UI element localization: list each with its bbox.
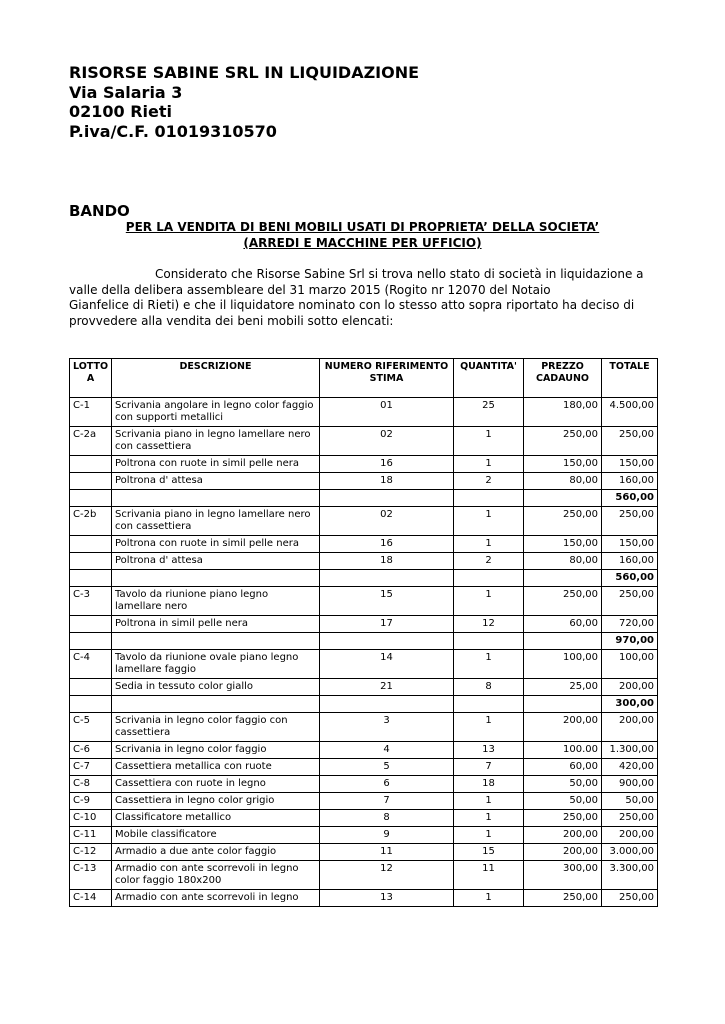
cell-quantita: 8 (454, 679, 524, 696)
cell-quantita: 11 (454, 861, 524, 890)
cell-totale: 720,00 (602, 616, 658, 633)
table-row (70, 398, 658, 427)
intro-line-2-left: valle della delibera assembleare del 31 marzo 2015 (69, 282, 381, 297)
header-numero: NUMERO RIFERIMENTO STIMA (320, 359, 454, 398)
cell-descrizione: Tavolo da riunione ovale piano legno lamellare faggio (112, 650, 320, 679)
cell-numero (320, 633, 454, 650)
cell-lotto: C-3 (70, 587, 112, 616)
table-row (70, 844, 658, 861)
cell-prezzo: 150,00 (524, 456, 602, 473)
cell-quantita: 2 (454, 553, 524, 570)
cell-lotto: C-1 (70, 398, 112, 427)
cell-totale: 200,00 (602, 713, 658, 742)
cell-prezzo: 250,00 (524, 890, 602, 907)
subtotal-row (70, 633, 658, 650)
intro-paragraph (69, 267, 656, 329)
table-row (70, 536, 658, 553)
cell-descrizione: Cassettiera con ruote in legno (112, 776, 320, 793)
cell-totale: 1.300,00 (602, 742, 658, 759)
cell-numero: 6 (320, 776, 454, 793)
cell-numero: 02 (320, 507, 454, 536)
cell-lotto (70, 696, 112, 713)
cell-descrizione (112, 570, 320, 587)
cell-totale: 250,00 (602, 427, 658, 456)
cell-quantita (454, 490, 524, 507)
table-row (70, 793, 658, 810)
cell-numero: 14 (320, 650, 454, 679)
header-prezzo: PREZZO CADAUNO (524, 359, 602, 398)
cell-lotto (70, 616, 112, 633)
cell-quantita: 1 (454, 536, 524, 553)
intro-line-1: Considerato che Risorse Sabine Srl si trova nello stato di società in liquidazione a (155, 267, 644, 281)
company-header (69, 63, 419, 141)
cell-quantita: 2 (454, 473, 524, 490)
cell-quantita: 15 (454, 844, 524, 861)
cell-prezzo: 100.00 (524, 742, 602, 759)
cell-lotto (70, 553, 112, 570)
table-row (70, 427, 658, 456)
cell-descrizione: Classificatore metallico (112, 810, 320, 827)
cell-numero: 8 (320, 810, 454, 827)
cell-descrizione: Cassettiera in legno color grigio (112, 793, 320, 810)
company-city: 02100 Rieti (69, 102, 173, 121)
table-row (70, 473, 658, 490)
subtotal-row (70, 696, 658, 713)
cell-totale: 160,00 (602, 553, 658, 570)
cell-totale: 560,00 (602, 570, 658, 587)
intro-line-4: provvedere alla vendita dei beni mobili sotto elencati: (69, 313, 394, 328)
cell-numero: 13 (320, 890, 454, 907)
cell-lotto: C-10 (70, 810, 112, 827)
cell-totale: 300,00 (602, 696, 658, 713)
cell-prezzo: 200,00 (524, 713, 602, 742)
cell-lotto: C-11 (70, 827, 112, 844)
cell-prezzo: 60,00 (524, 616, 602, 633)
cell-lotto (70, 490, 112, 507)
cell-totale: 150,00 (602, 456, 658, 473)
cell-descrizione: Poltrona con ruote in simil pelle nera (112, 456, 320, 473)
table-row (70, 650, 658, 679)
cell-totale: 3.300,00 (602, 861, 658, 890)
header-quantita: QUANTITA' (454, 359, 524, 398)
cell-descrizione: Scrivania in legno color faggio con cassettiera (112, 713, 320, 742)
cell-lotto: C-5 (70, 713, 112, 742)
cell-descrizione: Armadio con ante scorrevoli in legno color faggio 180x200 (112, 861, 320, 890)
cell-prezzo: 50,00 (524, 793, 602, 810)
cell-numero: 16 (320, 456, 454, 473)
cell-quantita: 1 (454, 810, 524, 827)
cell-descrizione: Cassettiera metallica con ruote (112, 759, 320, 776)
cell-totale: 970,00 (602, 633, 658, 650)
cell-lotto: C-9 (70, 793, 112, 810)
table-row (70, 890, 658, 907)
intro-line-2-right: (Rogito nr 12070 del Notaio (384, 282, 551, 297)
cell-descrizione: Scrivania piano in legno lamellare nero con cassettiera (112, 507, 320, 536)
cell-numero: 01 (320, 398, 454, 427)
cell-lotto: C-2a (70, 427, 112, 456)
cell-lotto: C-13 (70, 861, 112, 890)
cell-prezzo: 100,00 (524, 650, 602, 679)
table-row (70, 713, 658, 742)
cell-lotto (70, 679, 112, 696)
cell-numero: 17 (320, 616, 454, 633)
cell-descrizione: Poltrona con ruote in simil pelle nera (112, 536, 320, 553)
cell-prezzo (524, 696, 602, 713)
cell-prezzo (524, 490, 602, 507)
cell-descrizione: Scrivania angolare in legno color faggio con supporti metallici (112, 398, 320, 427)
cell-quantita: 25 (454, 398, 524, 427)
cell-descrizione: Mobile classificatore (112, 827, 320, 844)
cell-quantita: 13 (454, 742, 524, 759)
table-row (70, 616, 658, 633)
table-row (70, 507, 658, 536)
cell-quantita (454, 570, 524, 587)
table-row (70, 587, 658, 616)
cell-numero: 4 (320, 742, 454, 759)
cell-totale: 250,00 (602, 587, 658, 616)
cell-quantita: 18 (454, 776, 524, 793)
cell-descrizione: Sedia in tessuto color giallo (112, 679, 320, 696)
cell-quantita: 1 (454, 713, 524, 742)
cell-numero: 18 (320, 473, 454, 490)
cell-prezzo: 80,00 (524, 553, 602, 570)
cell-prezzo: 50,00 (524, 776, 602, 793)
cell-lotto: C-4 (70, 650, 112, 679)
cell-lotto (70, 473, 112, 490)
cell-totale: 200,00 (602, 827, 658, 844)
cell-prezzo (524, 570, 602, 587)
items-table (69, 358, 658, 907)
table-body (70, 398, 658, 907)
cell-prezzo: 200,00 (524, 827, 602, 844)
bando-title: BANDO (69, 202, 130, 220)
cell-prezzo: 80,00 (524, 473, 602, 490)
cell-lotto: C-12 (70, 844, 112, 861)
cell-numero: 3 (320, 713, 454, 742)
cell-totale: 100,00 (602, 650, 658, 679)
cell-numero (320, 490, 454, 507)
subtotal-row (70, 490, 658, 507)
header-lotto: LOTTO A (70, 359, 112, 398)
cell-totale: 200,00 (602, 679, 658, 696)
cell-lotto (70, 536, 112, 553)
cell-totale: 420,00 (602, 759, 658, 776)
cell-quantita: 1 (454, 650, 524, 679)
cell-descrizione: Poltrona d' attesa (112, 553, 320, 570)
cell-descrizione: Scrivania piano in legno lamellare nero con cassettiera (112, 427, 320, 456)
cell-numero (320, 696, 454, 713)
cell-numero (320, 570, 454, 587)
company-name: RISORSE SABINE SRL IN LIQUIDAZIONE (69, 63, 420, 82)
cell-numero: 7 (320, 793, 454, 810)
table-row (70, 759, 658, 776)
cell-numero: 02 (320, 427, 454, 456)
cell-prezzo: 200,00 (524, 844, 602, 861)
cell-numero: 18 (320, 553, 454, 570)
cell-descrizione (112, 490, 320, 507)
cell-numero: 16 (320, 536, 454, 553)
cell-quantita: 1 (454, 507, 524, 536)
cell-quantita: 1 (454, 427, 524, 456)
cell-totale: 250,00 (602, 890, 658, 907)
cell-descrizione: Armadio a due ante color faggio (112, 844, 320, 861)
table-row (70, 810, 658, 827)
cell-lotto: C-2b (70, 507, 112, 536)
cell-totale: 150,00 (602, 536, 658, 553)
cell-quantita: 1 (454, 587, 524, 616)
cell-descrizione: Armadio con ante scorrevoli in legno (112, 890, 320, 907)
cell-totale: 3.000,00 (602, 844, 658, 861)
cell-descrizione: Tavolo da riunione piano legno lamellare nero (112, 587, 320, 616)
cell-lotto: C-8 (70, 776, 112, 793)
cell-totale: 250,00 (602, 810, 658, 827)
cell-descrizione (112, 633, 320, 650)
cell-totale: 250,00 (602, 507, 658, 536)
table-row (70, 553, 658, 570)
intro-line-3: Gianfelice di Rieti) e che il liquidatore nominato con lo stesso atto sopra riportato ha deciso di (69, 298, 635, 313)
cell-quantita: 1 (454, 827, 524, 844)
cell-totale: 560,00 (602, 490, 658, 507)
cell-totale: 50,00 (602, 793, 658, 810)
cell-numero: 11 (320, 844, 454, 861)
cell-prezzo: 180,00 (524, 398, 602, 427)
cell-numero: 12 (320, 861, 454, 890)
cell-quantita: 1 (454, 456, 524, 473)
cell-totale: 160,00 (602, 473, 658, 490)
cell-numero: 21 (320, 679, 454, 696)
table-row (70, 827, 658, 844)
company-street: Via Salaria 3 (69, 82, 183, 102)
cell-lotto (70, 456, 112, 473)
cell-quantita: 1 (454, 890, 524, 907)
cell-lotto: C-7 (70, 759, 112, 776)
table-row (70, 776, 658, 793)
intro-line-2 (69, 283, 656, 299)
cell-prezzo: 25,00 (524, 679, 602, 696)
table-row (70, 456, 658, 473)
cell-lotto (70, 633, 112, 650)
bando-subtitle-1: PER LA VENDITA DI BENI MOBILI USATI DI PROPRIETA’ DELLA SOCIETA’ (125, 220, 600, 234)
cell-numero: 15 (320, 587, 454, 616)
cell-descrizione: Poltrona in simil pelle nera (112, 616, 320, 633)
company-vat: P.iva/C.F. 01019310570 (69, 121, 277, 141)
header-descrizione: DESCRIZIONE (112, 359, 320, 398)
cell-prezzo: 150,00 (524, 536, 602, 553)
cell-lotto: C-14 (70, 890, 112, 907)
table-row (70, 679, 658, 696)
cell-numero: 5 (320, 759, 454, 776)
cell-quantita (454, 633, 524, 650)
cell-quantita (454, 696, 524, 713)
cell-descrizione (112, 696, 320, 713)
table-row (70, 861, 658, 890)
cell-totale: 4.500,00 (602, 398, 658, 427)
cell-prezzo: 250,00 (524, 810, 602, 827)
cell-descrizione: Scrivania in legno color faggio (112, 742, 320, 759)
cell-numero: 9 (320, 827, 454, 844)
cell-prezzo: 250,00 (524, 427, 602, 456)
cell-descrizione: Poltrona d' attesa (112, 473, 320, 490)
cell-totale: 900,00 (602, 776, 658, 793)
cell-quantita: 7 (454, 759, 524, 776)
cell-prezzo: 250,00 (524, 507, 602, 536)
table-header-row (70, 359, 658, 398)
cell-lotto (70, 570, 112, 587)
cell-quantita: 12 (454, 616, 524, 633)
header-totale: TOTALE (602, 359, 658, 398)
bando-subtitle-2: (ARREDI E MACCHINE PER UFFICIO) (243, 236, 482, 250)
cell-prezzo (524, 633, 602, 650)
cell-prezzo: 60,00 (524, 759, 602, 776)
cell-prezzo: 300,00 (524, 861, 602, 890)
subtotal-row (70, 570, 658, 587)
table-row (70, 742, 658, 759)
cell-quantita: 1 (454, 793, 524, 810)
cell-prezzo: 250,00 (524, 587, 602, 616)
cell-lotto: C-6 (70, 742, 112, 759)
